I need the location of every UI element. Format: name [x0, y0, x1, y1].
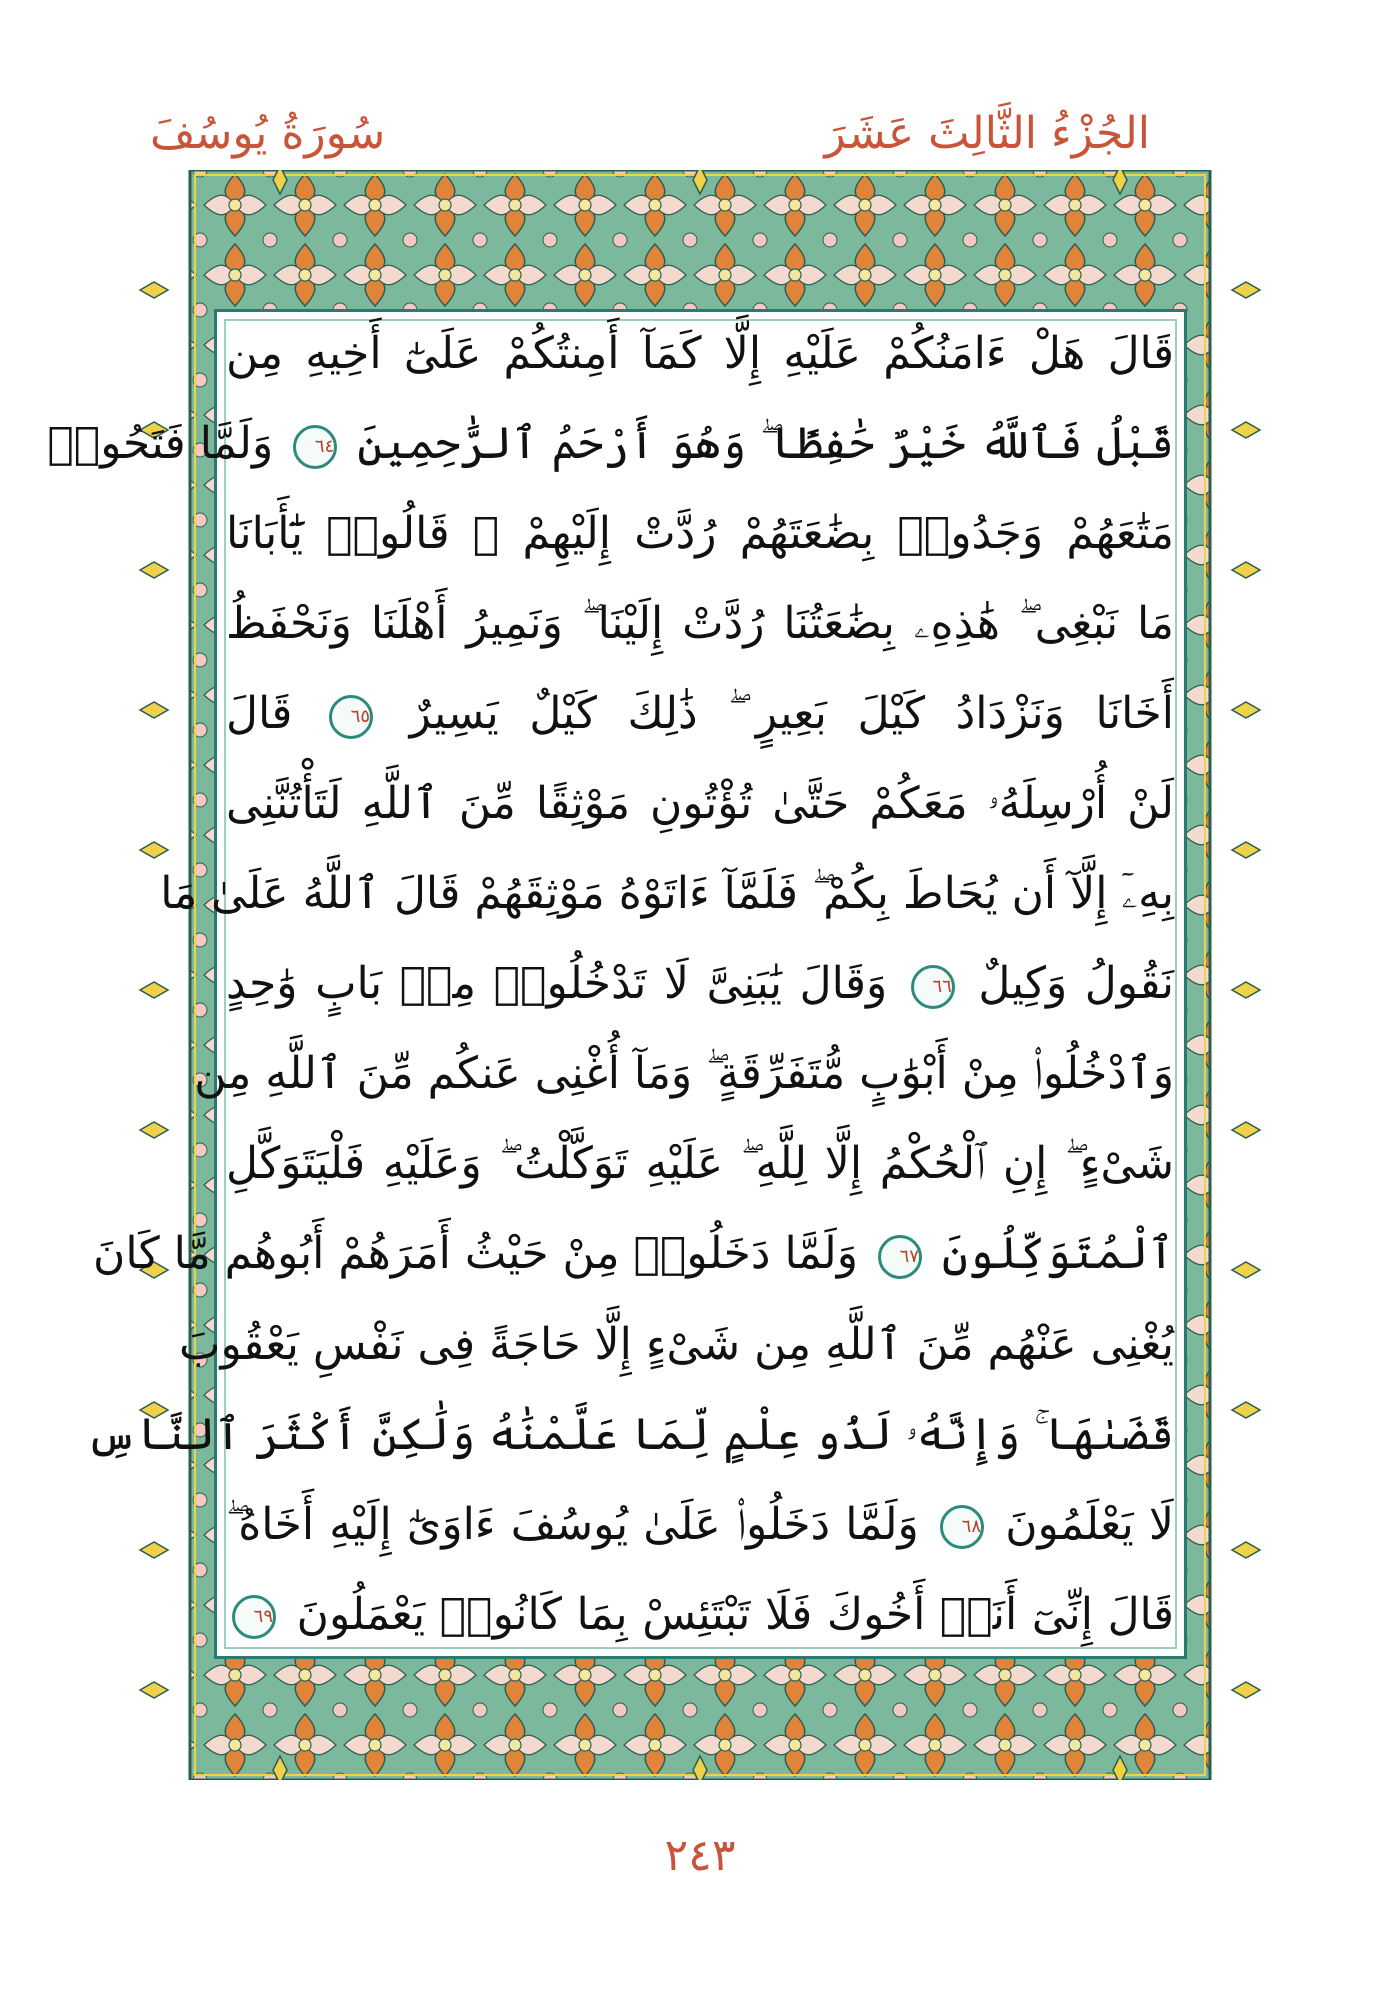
text-line-13: قَضَىٰهَا ۚ وَإِنَّهُۥ لَذُو عِلْمٍ لِّمَا عَلَّمْنَٰهُ وَلَٰكِنَّ أَكْثَرَ ٱلنَّاسِ — [86, 1408, 1174, 1460]
text-line-2: قَبْلُ فَٱللَّهُ خَيْرٌ حَٰفِظًا ۖ وَهُوَ أَرْحَمُ ٱلرَّٰحِمِينَ ٦٤ وَلَمَّا فَتَحُوا۟ — [47, 418, 1174, 470]
text-line-10: شَىْءٍ ۖ إِنِ ٱلْحُكْمُ إِلَّا لِلَّهِ ۖ عَلَيْهِ تَوَكَّلْتُ ۖ وَعَلَيْهِ فَلْيَتَوَكَّلِ — [226, 1138, 1174, 1190]
text-line-14: لَا يَعْلَمُونَ ٦٨ وَلَمَّا دَخَلُوا۟ عَلَىٰ يُوسُفَ ءَاوَىٰٓ إِلَيْهِ أَخَاهُ ۖ — [226, 1498, 1174, 1550]
text-line-11: ٱلْمُتَوَكِّلُونَ ٦٧ وَلَمَّا دَخَلُوا۟ مِنْ حَيْثُ أَمَرَهُمْ أَبُوهُم مَّا كَانَ — [93, 1228, 1174, 1280]
text-line-7: بِهِۦٓ إِلَّآ أَن يُحَاطَ بِكُمْ ۖ فَلَمَّآ ءَاتَوْهُ مَوْثِقَهُمْ قَالَ ٱللَّهُ عَلَىٰ مَا — [160, 868, 1174, 920]
juz-title: الجُزْءُ الثَّالِثَ عَشَرَ — [824, 108, 1150, 159]
text-line-8: نَقُولُ وَكِيلٌ ٦٦ وَقَالَ يَٰبَنِىَّ لَا تَدْخُلُوا۟ مِنۢ بَابٍ وَٰحِدٍ — [226, 958, 1174, 1010]
verse-marker-69: ٦٩ — [232, 1595, 276, 1639]
text-line-9: وَٱدْخُلُوا۟ مِنْ أَبْوَٰبٍ مُّتَفَرِّقَةٍ ۖ وَمَآ أُغْنِى عَنكُم مِّنَ ٱللَّهِ مِن — [194, 1048, 1174, 1100]
surah-title: سُورَةُ يُوسُفَ — [150, 108, 386, 159]
text-line-3: مَتَٰعَهُمْ وَجَدُوا۟ بِضَٰعَتَهُمْ رُدَّتْ إِلَيْهِمْ ۖ قَالُوا۟ يَٰٓأَبَانَا — [226, 508, 1175, 560]
quran-text — [47, 325, 1175, 1643]
verse-marker-66: ٦٦ — [911, 965, 955, 1009]
verse-marker-67: ٦٧ — [878, 1235, 922, 1279]
text-line-4: مَا نَبْغِى ۖ هَٰذِهِۦ بِضَٰعَتُنَا رُدَّتْ إِلَيْنَا ۖ وَنَمِيرُ أَهْلَنَا وَنَحْفَظُ — [226, 598, 1174, 650]
text-line-1: قَالَ هَلْ ءَامَنُكُمْ عَلَيْهِ إِلَّا كَمَآ أَمِنتُكُمْ عَلَىٰٓ أَخِيهِ مِن — [226, 328, 1174, 379]
verse-marker-64: ٦٤ — [293, 425, 337, 469]
text-line-6: لَنْ أُرْسِلَهُۥ مَعَكُمْ حَتَّىٰ تُؤْتُونِ مَوْثِقًا مِّنَ ٱللَّهِ لَتَأْتُنَّنِى — [226, 778, 1174, 830]
verse-marker-65: ٦٥ — [329, 695, 373, 739]
text-line-5: أَخَانَا وَنَزْدَادُ كَيْلَ بَعِيرٍ ۖ ذَٰلِكَ كَيْلٌ يَسِيرٌ ٦٥ قَالَ — [226, 688, 1174, 740]
page-number: ٢٤٣ — [664, 1830, 736, 1881]
text-line-15: قَالَ إِنِّىٓ أَنَا۠ أَخُوكَ فَلَا تَبْتَئِسْ بِمَا كَانُوا۟ يَعْمَلُونَ ٦٩ — [226, 1586, 1174, 1643]
verse-marker-68: ٦٨ — [940, 1505, 984, 1549]
text-line-12: يُغْنِى عَنْهُم مِّنَ ٱللَّهِ مِن شَىْءٍ إِلَّا حَاجَةً فِى نَفْسِ يَعْقُوبَ — [179, 1318, 1174, 1370]
